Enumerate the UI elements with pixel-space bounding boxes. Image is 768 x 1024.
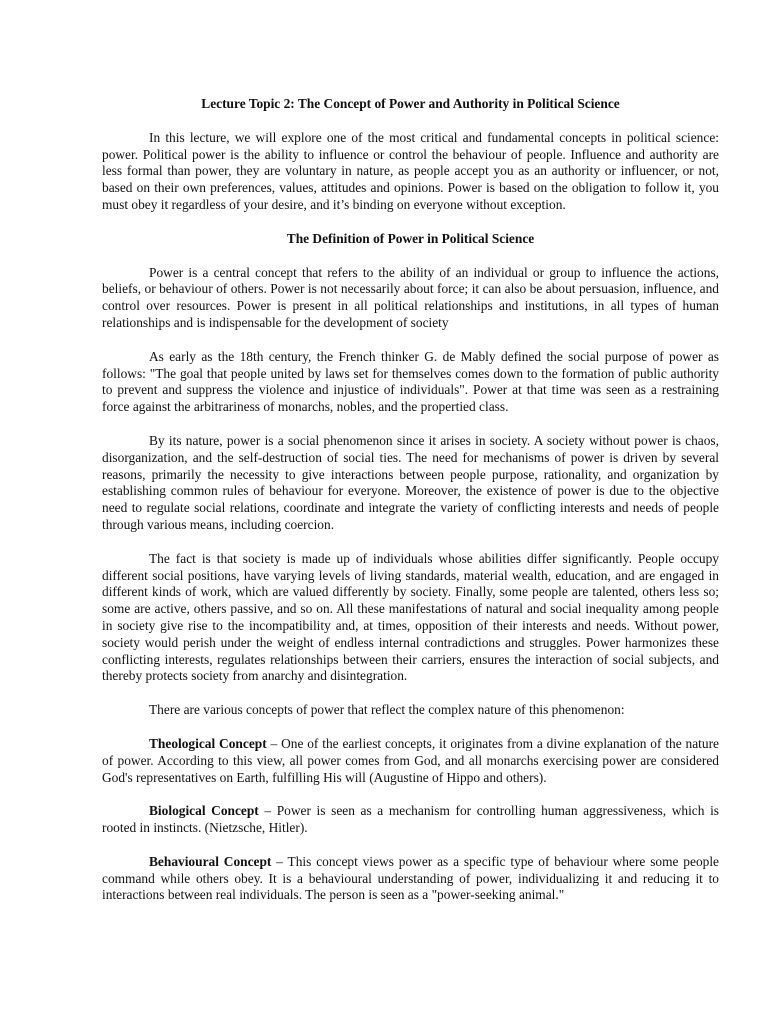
concept-term: Theological Concept (149, 735, 267, 751)
concept-description: – Power is seen as a mechanism for controlling human aggressiveness, which is rooted in instincts. (Nietzsche, Hitler). (102, 803, 720, 836)
body-paragraph: As early as the 18th century, the French thinker G. de Mably defined the social purpose of power as follows: "The goal that people united by laws set for themselves comes down to the formation of public authority to prevent and suppress the violence and injustice of individuals". Power at that time was seen as a restraining force against the arbitrariness of monarchs, nobles, and the propertied class. (102, 348, 719, 415)
concept-item (102, 803, 719, 837)
concept-term: Behavioural Concept (149, 853, 272, 869)
section-heading: The Definition of Power in Political Science (286, 230, 535, 246)
intro-paragraph: In this lecture, we will explore one of the most critical and fundamental concepts in political science: power. Political power is the ability to influence or control the behaviour of people. Influence and authority are less formal than power, they are voluntary in nature, as people accept you as an authority or influencer, or not, based on their own preferences, values, attitudes and opinions. Power is based on the obligation to follow it, you must obey it regardless of your desire, and it’s binding on everyone without exception. (102, 129, 719, 212)
body-paragraph: By its nature, power is a social phenomenon since it arises in society. A society without power is chaos, disorganization, and the self-destruction of social ties. The need for mechanisms of power is driven by several reasons, primarily the necessity to give interactions between people purpose, rationality, and organization by establishing common rules of behaviour for everyone. Moreover, the existence of power is due to the objective need to regulate social relations, coordinate and integrate the variety of conflicting interests and needs of people through various means, including coercion. (102, 432, 719, 532)
document-page (102, 96, 719, 904)
concept-description: – One of the earliest concepts, it originates from a divine explanation of the nature of power. According to this view, all power comes from God, and all monarchs exercising power are considered God's representatives on Earth, fulfilling His will (Augustine of Hippo and others). (102, 735, 719, 785)
body-paragraph: Power is a central concept that refers to the ability of an individual or group to influence the actions, beliefs, or behaviour of others. Power is not necessarily about force; it can also be about persuasion, influence, and control over resources. Power is present in all political relationships and institutions, in all types of human relationships and is indispensable for the development of society (102, 264, 719, 330)
concept-term: Biological Concept (149, 803, 259, 819)
concept-item (102, 736, 719, 786)
lecture-title: Lecture Topic 2: The Concept of Power and Authority in Political Science (201, 96, 620, 111)
body-paragraph: There are various concepts of power that reflect the complex nature of this phenomenon: (149, 702, 625, 718)
concept-description: – This concept views power as a specific type of behaviour where some people command while others obey. It is a behavioural understanding of power, individualizing it and reducing it to interactions between real individuals. The person is seen as a "power-seeking animal." (102, 853, 719, 903)
concept-item (102, 854, 719, 904)
body-paragraph: The fact is that society is made up of individuals whose abilities differ significantly. People occupy different social positions, have varying levels of living standards, material wealth, education, and are engaged in different kinds of work, which are valued differently by society. Finally, some people are talented, others less so; some are active, others passive, and so on. All these manifestations of natural and social inequality among people in society give rise to the incompatibility and, at times, opposition of their interests and needs. Without power, society would perish under the weight of endless internal contradictions and struggles. Power harmonizes these conflicting interests, regulates relationships between their carriers, ensures the interaction of social subjects, and thereby protects society from anarchy and disintegration. (102, 550, 719, 684)
